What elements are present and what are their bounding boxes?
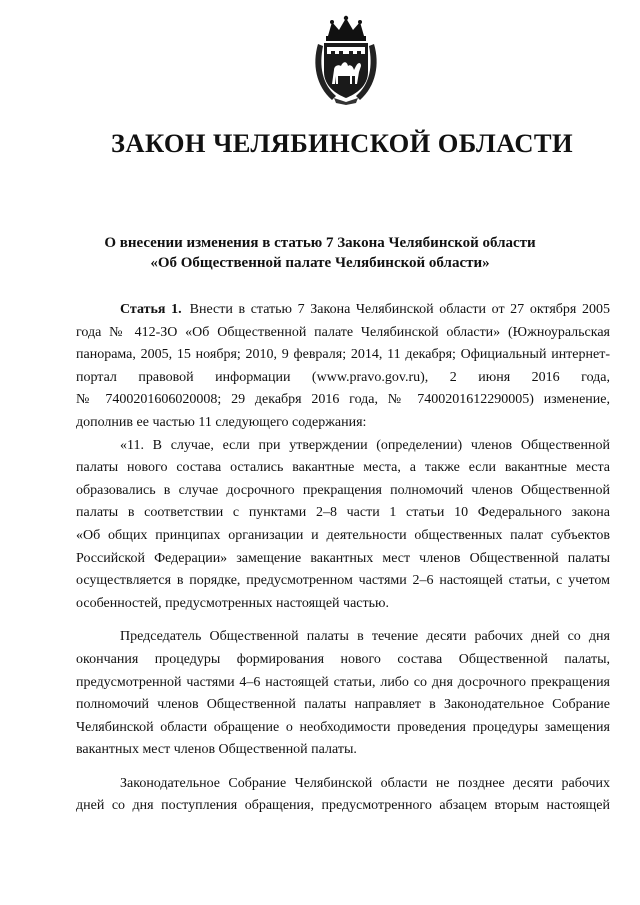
text-line: окончания процедуры формирования нового состава Общественной палаты,	[76, 651, 610, 667]
text-line: № 7400201606020008; 29 декабря 2016 года, № 7400201612290005) изменение,	[76, 392, 610, 408]
text-line: Законодательное Собрание Челябинской области не позднее десяти рабочих	[120, 775, 610, 791]
text-line: «Об общих принципах организации и деятельности общественных палат субъектов	[76, 527, 610, 543]
text-line: дней со дня поступления обращения, предусмотренного абзацем вторым настоящей	[76, 798, 610, 814]
text-line: Челябинской области обращение о необходимости проведения процедуры замещения	[76, 719, 610, 735]
law-body	[76, 299, 610, 818]
text-line: палаты в соответствии с пунктами 2–8 части 1 статьи 10 Федерального закона	[76, 505, 610, 521]
coat-of-arms-icon	[310, 14, 382, 106]
subtitle-line: «Об Общественной палате Челябинской области»	[150, 255, 490, 271]
law-subtitle	[0, 233, 640, 273]
text-line: панорама, 2005, 15 ноября; 2010, 9 февраля; 2014, 11 декабря; Официальный интернет-	[76, 347, 610, 363]
text-line: палаты нового состава остались вакантные места, а также если вакантные места	[76, 460, 610, 476]
subtitle-line: О внесении изменения в статью 7 Закона Челябинской области	[104, 235, 536, 251]
text-line: «11. В случае, если при утверждении (определении) членов Общественной	[120, 437, 610, 453]
text-line: портал правовой информации (www.pravo.gov.ru), 2 июня 2016 года,	[76, 369, 610, 385]
text-line: года № 412-ЗО «Об Общественной палате Челябинской области» (Южноуральская	[76, 324, 610, 340]
paragraph-gap	[76, 762, 610, 773]
article-label: Статья 1.	[120, 302, 182, 317]
text-line: Председатель Общественной палаты в течение десяти рабочих дней со дня	[120, 629, 610, 645]
paragraph-gap	[76, 615, 610, 626]
text-line: дополнив ее частью 11 следующего содержания:	[76, 414, 367, 430]
text-line: особенностей, предусмотренных настоящей частью.	[76, 595, 389, 611]
text-line: Российской Федерации» замещение вакантных мест членов Общественной палаты	[76, 550, 610, 566]
text-line: вакантных мест членов Общественной палаты.	[76, 742, 357, 758]
text-line: образовались в случае досрочного прекращения полномочий членов Общественной	[76, 482, 610, 498]
text-line: осуществляется в порядке, предусмотренном частями 2–6 настоящей статьи, с учетом	[76, 573, 610, 589]
article-text: Внести в статью 7 Закона Челябинской области от 27 октября 2005	[189, 302, 610, 317]
text-line: полномочий членов Общественной палаты направляет в Законодательное Собрание	[76, 697, 610, 713]
law-title: ЗАКОН ЧЕЛЯБИНСКОЙ ОБЛАСТИ	[111, 128, 573, 158]
text-line: предусмотренной частями 4–6 настоящей статьи, либо со дня досрочного прекращения	[76, 674, 610, 690]
article-first-line	[76, 299, 610, 322]
